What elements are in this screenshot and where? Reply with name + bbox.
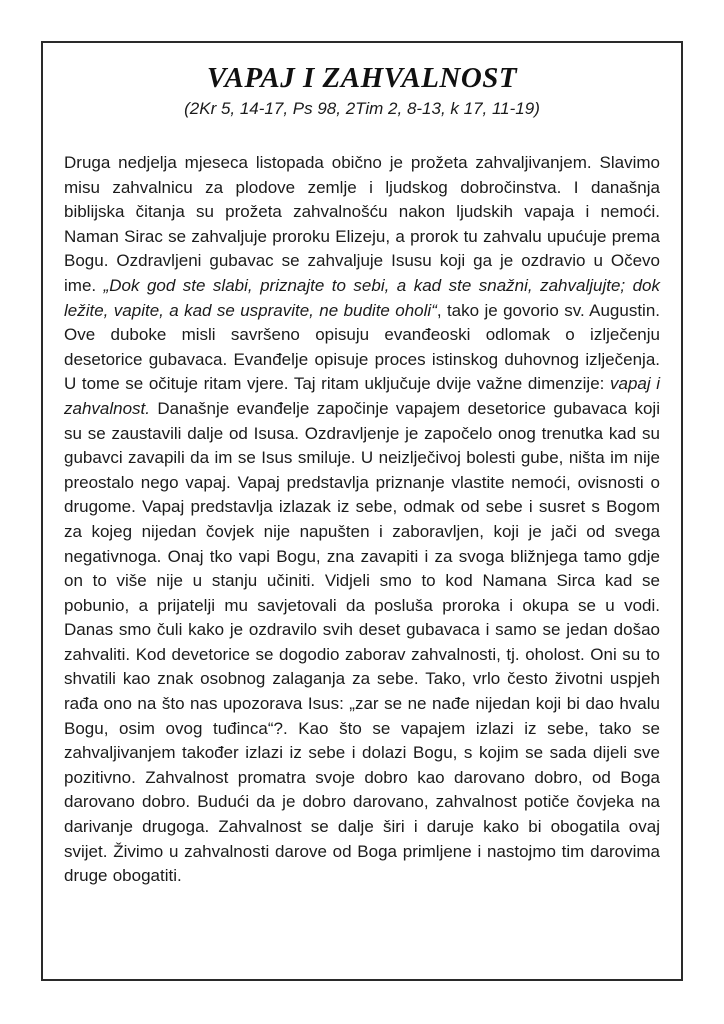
text-run: „Dok god ste slabi, priznajte to sebi, a kad ste snažni, zahvaljujte; dok ležite, vapite, a kad se uspravite, ne budite oholi“: [64, 275, 660, 320]
document-subtitle: (2Kr 5, 14-17, Ps 98, 2Tim 2, 8-13, k 17, 11-19): [184, 99, 540, 118]
text-run: , tako je govorio sv. Augustin. Ove duboke misli savršeno opisuju evanđeoski odlomak o izlječenju desetorice gubavaca. Evanđelje opisuje proces istinskog duhovnog izlječenja. U tome se očituje ritam vjere. Taj ritam uključuje dvije važne dimenzije:: [64, 300, 660, 394]
text-run: Današnje evanđelje započinje vapajem desetorice gubavaca koji su se zaustavili dalje od Isusa. Ozdravljenje je započelo onog trenutka kad su gubavci zavapili da im se Isus smiluje. U neizlječivoj bolesti gube, ništa im nije preostalo nego vapaj. Vapaj predstavlja priznanje vlastite nemoći, ovisnosti o drugome. Vapaj predstavlja izlazak iz sebe, odmak od sebe i susret s Bogom za kojeg nijedan čovjek nije napušten i zaboravljen, koji je jači od svega negativnoga. Onaj tko vapi Bogu, zna zavapiti i za svoga bližnjega tamo gdje on to više nije u stanju učiniti. Vidjeli smo to kod Namana Sirca kad se pobunio, a prijatelji mu savjetovali da posluša proroka i okupa se u vodi. Danas smo čuli kako je ozdravilo svih deset gubavaca i samo se jedan došao zahvaliti. Kod devetorice se dogodio zaborav zahvalnosti, tj. oholost. Oni su to shvatili kao znak osobnog zalaganja za sebe. Tako, vrlo često životni uspjeh rađa ono na što nas upozorava Isus: „zar se ne nađe nijedan koji bi dao hvalu Bogu, osim ovog tuđinca“?. Kao što se vapajem izlazi iz sebe, tako se zahvaljivanjem također izlazi iz sebe i dolazi Bogu, s kojim se sada dijeli sve pozitivno. Zahvalnost promatra svoje dobro kao darovano dobro, od Boga darovano dobro. Budući da je dobro darovano, zahvalnost potiče čovjeka na darivanje drugoga. Zahvalnost se dalje širi i daruje kako bi obogatila ovaj svijet. Živimo u zahvalnosti darove od Boga primljene i nastojmo tim darovima druge obogatiti.: [64, 398, 660, 886]
body-paragraph: [64, 151, 660, 889]
text-run: vapaj i zahvalnost.: [64, 374, 661, 418]
document-title: VAPAJ I ZAHVALNOST: [206, 62, 518, 94]
text-run: Druga nedjelja mjeseca listopada obično je prožeta zahvaljivanjem. Slavimo misu zahvalnicu za plodove zemlje i ljudskog dobročinstva. I današnja biblijska čitanja su prožeta zahvalnošću nakon ljudskih vapaja i nemoći. Naman Sirac se zahvaljuje proroku Elizeju, a prorok tu zahvalu upućuje prema Bogu. Ozdravljeni gubavac se zahvaljuje Isusu koji ga je ozdravio u Očevo ime.: [64, 153, 660, 295]
document-frame: [41, 41, 683, 981]
